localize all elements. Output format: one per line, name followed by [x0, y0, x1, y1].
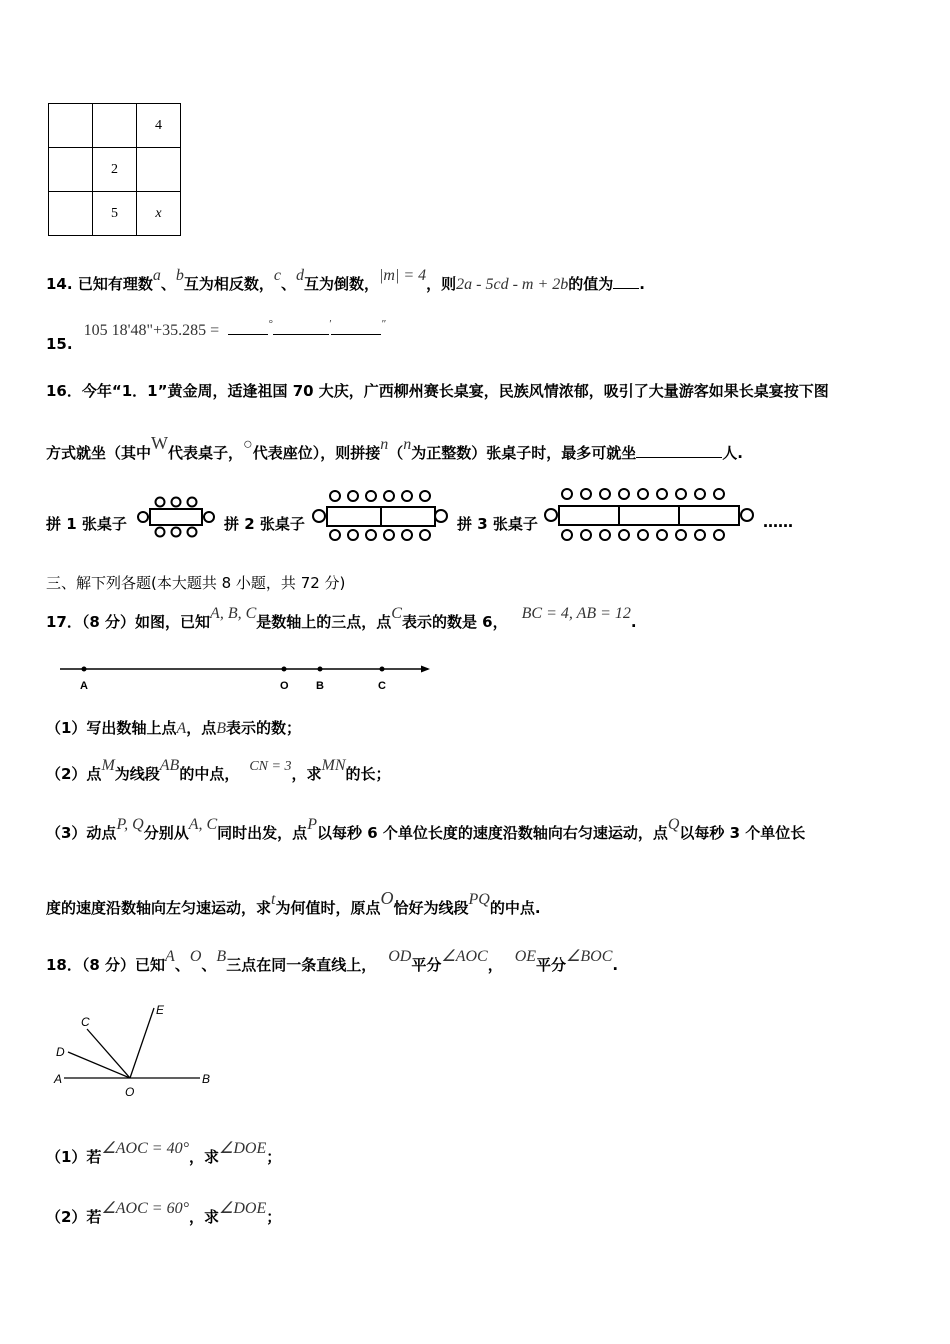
q18-text: ，	[487, 956, 503, 974]
q18-var: A	[165, 948, 175, 965]
fig-label-e: E	[156, 1003, 165, 1017]
q17-text: 表示的数是 6，	[401, 613, 508, 631]
q16-line1: 16．今年“1．1”黄金周，适逢祖国 70 大庆，广西柳州赛长桌宴，民族风情浓郁，吸引了大量游客如果长桌宴按下图	[46, 382, 829, 400]
number-line	[56, 661, 436, 695]
q17-var: Q	[667, 816, 680, 833]
number-grid	[48, 103, 181, 236]
fig-label-d: D	[56, 1045, 65, 1059]
q16-text: 方式就坐（其中	[46, 444, 152, 462]
grid-cell: 2	[93, 148, 137, 192]
q17-part2	[46, 757, 391, 784]
q18-text: 18．（8 分）已知	[46, 956, 166, 974]
q18-var: O	[189, 948, 202, 965]
q18-var: OD	[388, 948, 412, 965]
q17-text: 分别从	[143, 824, 189, 842]
q14-text: 已知有理数	[77, 275, 153, 293]
q17-var: t	[271, 891, 276, 908]
grid-cell	[49, 104, 93, 148]
q17-text: 的中点.	[489, 899, 541, 917]
q18-part1	[46, 1140, 282, 1167]
axis-label-o: O	[280, 680, 289, 692]
grid-cell: 5	[93, 192, 137, 236]
axis-label-c: C	[378, 680, 386, 692]
q18-condition: ∠AOC = 40°	[101, 1140, 189, 1157]
q16-var-n: n	[403, 436, 412, 453]
q14-text: 互为倒数，	[303, 275, 379, 293]
q17-points: A, B, C	[210, 605, 257, 622]
q17-part3-cont	[46, 888, 541, 918]
q17-var: CN = 3	[249, 759, 292, 774]
answer-blank-degrees	[228, 320, 268, 335]
q18-var: ∠AOC	[441, 948, 488, 965]
q17-text: （2）点	[46, 765, 102, 783]
q17-text: （3）动点	[46, 824, 117, 842]
fig-label-c: C	[81, 1015, 90, 1029]
q17-text: 为何值时，原点	[275, 899, 381, 917]
q17-given: BC = 4, AB = 12	[521, 605, 631, 622]
table-arrangement-2	[311, 488, 449, 544]
q17-part3	[46, 816, 806, 843]
q14-var-a: a	[152, 267, 161, 284]
answer-blank-minutes	[273, 318, 332, 335]
q18-target: ∠DOE	[219, 1200, 267, 1217]
q17-point-c: C	[391, 605, 402, 622]
q16-text: （	[388, 444, 404, 462]
grid-cell	[49, 148, 93, 192]
answer-blank-seconds	[328, 318, 381, 335]
q14-end: .	[639, 275, 645, 293]
q17-text: （1）写出数轴上点	[46, 719, 177, 737]
q17-var: O	[380, 888, 394, 908]
q18-var: ∠BOC	[566, 948, 613, 965]
q17-var: M	[101, 757, 115, 774]
q14-sep: 、	[280, 275, 296, 293]
q17-var: AB	[159, 757, 180, 774]
q14-number: 14.	[46, 275, 73, 293]
answer-blank	[613, 274, 639, 289]
grid-row	[49, 104, 181, 148]
q14-var-c: c	[273, 267, 281, 284]
q17-var: P, Q	[116, 816, 144, 833]
q17-text: 以每秒 6 个单位长度的速度沿数轴向右匀速运动，点	[316, 824, 668, 842]
q17-stem	[46, 605, 637, 632]
q14-var-d: d	[295, 267, 304, 284]
q17-var: A	[176, 720, 187, 737]
question-14	[46, 267, 645, 294]
q14-expression: 2a - 5cd - m + 2b	[456, 276, 569, 293]
q18-sep: 、	[201, 956, 217, 974]
q14-text: 互为相反数，	[183, 275, 274, 293]
q16-text: 为正整数）张桌子时，最多可就坐	[411, 444, 637, 462]
q16-text: 人.	[722, 444, 743, 462]
q18-text: ；	[266, 1148, 282, 1166]
q17-part1	[46, 717, 301, 738]
grid-cell: 4	[137, 104, 181, 148]
q16-line2	[46, 433, 743, 463]
q15-number: 15.	[46, 335, 73, 353]
q17-text: 是数轴上的三点，点	[256, 613, 392, 631]
q18-text: 三点在同一条直线上，	[226, 956, 377, 974]
q18-var: B	[216, 948, 227, 965]
second-sign: ″	[381, 318, 386, 330]
q17-text: 表示的数；	[226, 719, 302, 737]
q18-text: ；	[266, 1208, 282, 1226]
q18-sep: 、	[174, 956, 190, 974]
angle-figure	[50, 1002, 220, 1102]
fig3-label: 拼 3 张桌子	[457, 515, 538, 533]
q17-text: 恰好为线段	[393, 899, 469, 917]
grid-row	[49, 148, 181, 192]
q15-expression: 105 18'48"+35.285 =	[83, 322, 220, 339]
q18-text: ，求	[188, 1208, 219, 1226]
q16-text: 代表座位），则拼接	[252, 444, 381, 462]
q17-var: A, C	[188, 816, 218, 833]
seat-symbol: ○	[243, 436, 253, 453]
q17-text: 17．（8 分）如图，已知	[46, 613, 211, 631]
q17-text: 度的速度沿数轴向左匀速运动，求	[46, 899, 272, 917]
grid-cell	[137, 148, 181, 192]
fig1-label: 拼 1 张桌子	[46, 515, 127, 533]
q18-var: OE	[514, 948, 537, 965]
q17-text: 同时出发，点	[217, 824, 308, 842]
section-3-title: 三、解下列各题(本大题共 8 小题，共 72 分)	[46, 574, 346, 592]
q17-var: P	[307, 816, 317, 833]
q17-var: PQ	[468, 891, 490, 908]
grid-cell: x	[137, 192, 181, 236]
fig-label-o: O	[125, 1085, 135, 1099]
q17-text: 的长；	[345, 765, 391, 783]
q18-text: 平分	[411, 956, 442, 974]
grid-cell	[93, 104, 137, 148]
q17-var: MN	[321, 757, 346, 774]
q16-var-n: n	[380, 436, 389, 453]
q18-target: ∠DOE	[219, 1140, 267, 1157]
fig-label-b: B	[202, 1072, 211, 1086]
q17-text: 以每秒 3 个单位长	[679, 824, 806, 842]
grid-cell	[49, 192, 93, 236]
question-15	[46, 318, 386, 353]
q18-stem	[46, 948, 619, 975]
q17-end: .	[630, 613, 637, 631]
q17-text: 的中点，	[179, 765, 240, 783]
table-arrangement-1	[136, 496, 222, 540]
axis-label-a: A	[80, 680, 88, 692]
table-symbol: W	[151, 433, 169, 453]
q18-text: 平分	[536, 956, 567, 974]
table-arrangement-3	[543, 486, 755, 544]
q18-text: （2）若	[46, 1208, 102, 1226]
q14-text: ，则	[426, 275, 457, 293]
q14-sep: 、	[160, 275, 176, 293]
q17-text: 为线段	[114, 765, 160, 783]
q17-var: B	[216, 720, 227, 737]
fig2-label: 拼 2 张桌子	[224, 515, 305, 533]
q18-end: .	[612, 956, 619, 974]
q18-condition: ∠AOC = 60°	[101, 1200, 189, 1217]
q14-var-b: b	[175, 267, 184, 284]
degree-sign: °	[268, 318, 273, 330]
grid-row	[49, 192, 181, 236]
q14-abs-m: |m| = 4	[379, 267, 427, 284]
q18-text: （1）若	[46, 1148, 102, 1166]
axis-label-b: B	[316, 680, 324, 692]
q18-part2	[46, 1200, 282, 1227]
q14-text: 的值为	[568, 275, 614, 293]
q17-text: ，求	[291, 765, 322, 783]
minute-sign: ′	[328, 318, 332, 330]
q18-text: ，求	[188, 1148, 219, 1166]
answer-blank	[636, 443, 722, 458]
fig-label-a: A	[54, 1072, 63, 1086]
q17-text: ，点	[186, 719, 217, 737]
ellipsis: ……	[763, 513, 793, 531]
q16-text: 代表桌子，	[168, 444, 244, 462]
